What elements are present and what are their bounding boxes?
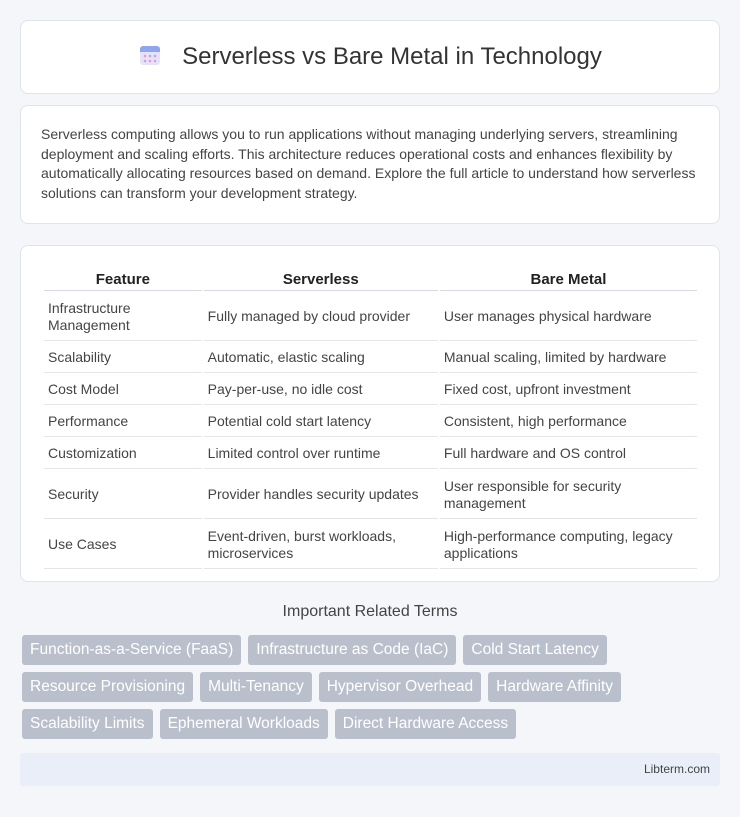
tag-ephemeral-workloads[interactable]: Ephemeral Workloads [160, 709, 328, 739]
comparison-table-card [20, 245, 720, 582]
header-card [20, 20, 720, 94]
table-header-row [44, 268, 697, 291]
feature-cell: Security [44, 471, 202, 519]
bare-metal-cell: Fixed cost, upfront investment [440, 375, 697, 405]
tag-multi-tenancy[interactable]: Multi-Tenancy [200, 672, 312, 702]
bare-metal-cell: Consistent, high performance [440, 407, 697, 437]
table-row [44, 439, 697, 469]
table-row [44, 471, 697, 519]
intro-card [20, 105, 720, 224]
tag-direct-hardware-access[interactable]: Direct Hardware Access [335, 709, 516, 739]
related-terms-title: Important Related Terms [282, 603, 458, 620]
title-wrap [138, 43, 602, 72]
tag-iac[interactable]: Infrastructure as Code (IaC) [248, 635, 456, 665]
serverless-cell: Potential cold start latency [204, 407, 438, 437]
serverless-cell: Automatic, elastic scaling [204, 343, 438, 373]
header-feature: Feature [44, 268, 202, 291]
bare-metal-cell: Manual scaling, limited by hardware [440, 343, 697, 373]
page-title: Serverless vs Bare Metal in Technology [182, 43, 602, 70]
bare-metal-cell: User manages physical hardware [440, 293, 697, 341]
table-row [44, 293, 697, 341]
serverless-cell: Pay-per-use, no idle cost [204, 375, 438, 405]
tag-row [22, 709, 722, 739]
comparison-table [42, 266, 699, 571]
feature-cell: Cost Model [44, 375, 202, 405]
serverless-cell: Fully managed by cloud provider [204, 293, 438, 341]
tag-hardware-affinity[interactable]: Hardware Affinity [488, 672, 621, 702]
feature-cell: Infrastructure Management [44, 293, 202, 341]
tag-cold-start-latency[interactable]: Cold Start Latency [463, 635, 607, 665]
table-row [44, 407, 697, 437]
header-bare-metal: Bare Metal [440, 268, 697, 291]
table-row [44, 343, 697, 373]
tag-hypervisor-overhead[interactable]: Hypervisor Overhead [319, 672, 481, 702]
tag-row [22, 672, 722, 702]
tag-resource-provisioning[interactable]: Resource Provisioning [22, 672, 193, 702]
serverless-cell: Event-driven, burst workloads, microservices [204, 521, 438, 569]
tag-row [22, 635, 722, 665]
feature-cell: Customization [44, 439, 202, 469]
footer-site-link[interactable]: Libterm.com [643, 762, 710, 776]
serverless-cell: Provider handles security updates [204, 471, 438, 519]
bare-metal-cell: User responsible for security management [440, 471, 697, 519]
header-serverless: Serverless [204, 268, 438, 291]
feature-cell: Scalability [44, 343, 202, 373]
footer [20, 753, 720, 786]
table-row [44, 521, 697, 569]
related-terms-tags [22, 635, 722, 746]
tag-scalability-limits[interactable]: Scalability Limits [22, 709, 153, 739]
tag-faas[interactable]: Function-as-a-Service (FaaS) [22, 635, 241, 665]
feature-cell: Use Cases [44, 521, 202, 569]
bare-metal-cell: High-performance computing, legacy applications [440, 521, 697, 569]
bare-metal-cell: Full hardware and OS control [440, 439, 697, 469]
feature-cell: Performance [44, 407, 202, 437]
calendar-icon [138, 43, 162, 72]
intro-text: Serverless computing allows you to run applications without managing underlying servers, streamlining deployment and scaling efforts. This architecture reduces operational costs and enhances flexibility by automatically allocating resources based on demand. Explore the full article to understand how serverless solutions can transform your development strategy. [41, 126, 696, 201]
table-row [44, 375, 697, 405]
serverless-cell: Limited control over runtime [204, 439, 438, 469]
